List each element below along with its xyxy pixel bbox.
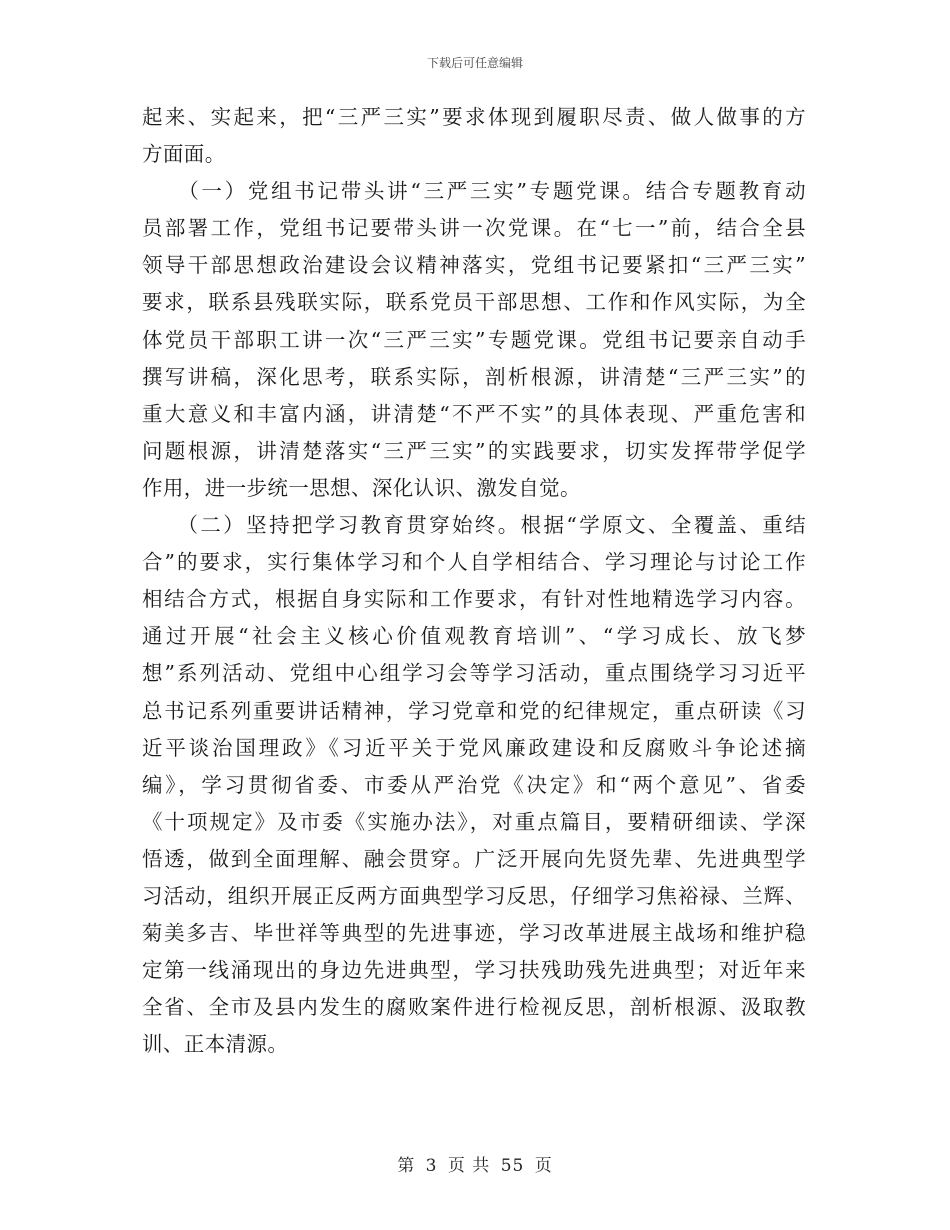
text-line: 相结合方式，根据自身实际和工作要求，有针对性地精选学习内容。 [142,587,806,612]
footer-prefix: 第 [397,1156,416,1176]
text-line: 近平谈治国理政》《习近平关于党风廉政建设和反腐败斗争论述摘 [142,735,806,760]
text-line: 菊美多吉、毕世祥等典型的先进事迹，学习改革进展主战场和维护稳 [142,921,806,946]
text-line: 定第一线涌现出的身边先进典型，学习扶残助残先进典型；对近年来 [142,958,806,983]
text-line: 全省、全市及县内发生的腐败案件进行检视反思，剖析根源、汲取教 [142,995,806,1020]
text-line: 合”的要求，实行集体学习和个人自学相结合、学习理论与讨论工作 [142,550,806,575]
page-header: 下载后可任意编辑 [426,56,523,70]
text-line: （二）坚持把学习教育贯穿始终。根据“学原文、全覆盖、重结 [142,513,806,538]
text-line: 训、正本清源。 [142,1032,289,1057]
text-line: 问题根源，讲清楚落实“三严三实”的实践要求，切实发挥带学促学 [142,438,806,463]
text-line: 重大意义和丰富内涵，讲清楚“不严不实”的具体表现、严重危害和 [142,401,806,426]
text-line: 《十项规定》及市委《实施办法》，对重点篇目，要精研细读、学深 [142,809,806,834]
text-line: 领导干部思想政治建设会议精神落实，党组书记要紧扣“三严三实” [142,253,806,278]
text-line: 体党员干部职工讲一次“三严三实”专题党课。党组书记要亲自动手 [142,327,806,352]
text-line: 撰写讲稿，深化思考，联系实际，剖析根源，讲清楚“三严三实”的 [142,364,806,389]
text-line: 要求，联系县残联实际，联系党员干部思想、工作和作风实际，为全 [142,290,806,315]
footer-suffix: 页 [534,1156,553,1176]
page-footer [0,1151,950,1176]
body-text [142,99,806,1063]
text-line: 通过开展“社会主义核心价值观教育培训”、“学习成长、放飞梦 [142,624,806,649]
text-line: 悟透，做到全面理解、融会贯穿。广泛开展向先贤先辈、先进典型学 [142,846,806,871]
text-line: 方面面。 [142,142,226,167]
current-page-number: 3 [425,1156,438,1176]
text-line: 习活动，组织开展正反两方面典型学习反思，仔细学习焦裕禄、兰辉、 [142,883,806,908]
text-line: 作用，进一步统一思想、深化认识、激发自觉。 [142,475,581,500]
text-line: 员部署工作，党组书记要带头讲一次党课。在“七一”前，结合全县 [142,216,806,241]
text-line: 起来、实起来，把“三严三实”要求体现到履职尽责、做人做事的方 [142,105,806,129]
text-line: 总书记系列重要讲话精神，学习党章和党的纪律规定，重点研读《习 [142,698,806,723]
footer-middle: 页 共 [447,1156,491,1176]
text-line: 想”系列活动、党组中心组学习会等学习活动，重点围绕学习习近平 [142,661,806,686]
text-line: 编》，学习贯彻省委、市委从严治党《决定》和“两个意见”、省委 [142,772,806,797]
total-page-count: 55 [500,1156,525,1176]
text-line: （一）党组书记带头讲“三严三实”专题党课。结合专题教育动 [142,179,806,204]
